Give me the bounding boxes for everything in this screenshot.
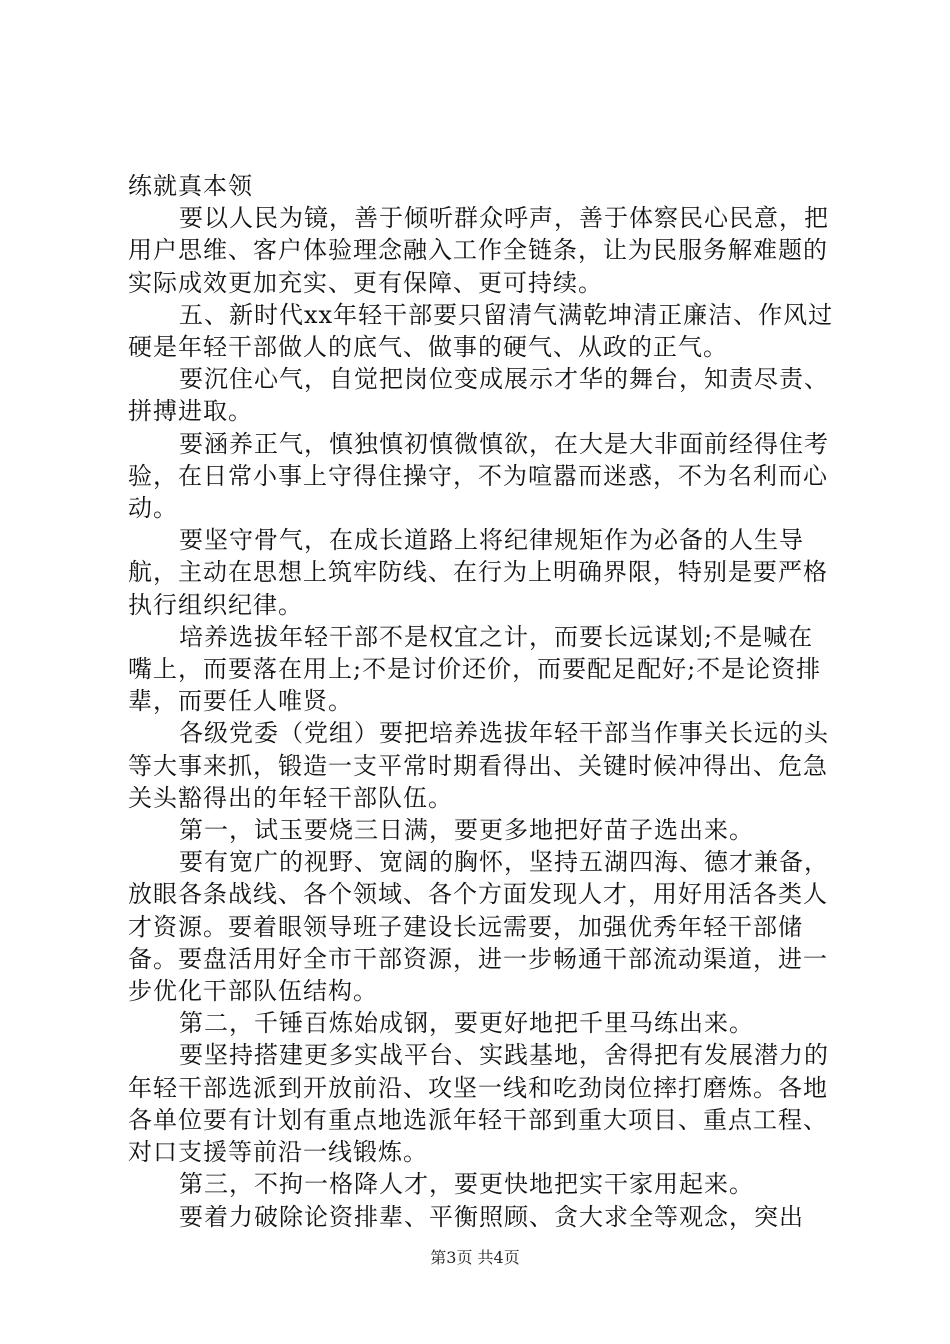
paragraph-6: 培养选拔年轻干部不是权宜之计，而要长远谋划;不是喊在嘴上，而要落在用上;不是讨价还价，而要配足配好;不是论资排辈，而要任人唯贤。 <box>128 622 822 716</box>
paragraph-10: 第二，千锤百炼始成钢，要更好地把千里马练出来。 <box>179 1009 754 1038</box>
paragraph-7: 各级党委（党组）要把培养选拔年轻干部当作事关长远的头等大事来抓，锻造一支平常时期看得出、关键时候冲得出、危急关头豁得出的年轻干部队伍。 <box>128 719 829 812</box>
paragraph-4: 要涵养正气，慎独慎初慎微慎欲，在大是大非面前经得住考验，在日常小事上守得住操守，不为喧嚣而迷惑，不为名利而心动。 <box>128 429 829 523</box>
paragraph-12: 第三，不拘一格降人才，要更快地把实干家用起来。 <box>179 1170 754 1199</box>
page-number-label: 第3页 共4页 <box>430 1248 520 1267</box>
paragraph-3: 要沉住心气，自觉把岗位变成展示才华的舞台，知责尽责、拼搏进取。 <box>128 365 829 426</box>
paragraph-11: 要坚持搭建更多实战平台、实践基地，舍得把有发展潜力的年轻干部选派到开放前沿、攻坚一线和吃劲岗位摔打磨炼。各地各单位要有计划有重点地选派年轻干部到重大项目、重点工程、对口支援等前沿一线锻炼。 <box>128 1041 829 1167</box>
paragraph-13: 要着力破除论资排辈、平衡照顾、贪大求全等观念，突出 <box>179 1202 804 1231</box>
page-footer <box>0 1245 950 1268</box>
paragraph-8: 第一，试玉要烧三日满，要更多地把好苗子选出来。 <box>179 816 754 845</box>
paragraph-1: 要以人民为镜，善于倾听群众呼声，善于体察民心民意，把用户思维、客户体验理念融入工作全链条，让为民服务解难题的实际成效更加充实、更有保障、更可持续。 <box>128 204 829 297</box>
document-body <box>128 170 838 1233</box>
paragraph-0: 练就真本领 <box>128 172 253 200</box>
paragraph-5: 要坚守骨气，在成长道路上将纪律规矩作为必备的人生导航，主动在思想上筑牢防线、在行为上明确界限，特别是要严格执行组织纪律。 <box>128 526 828 619</box>
paragraph-9: 要有宽广的视野、宽阔的胸怀，坚持五湖四海、德才兼备，放眼各条战线、各个领域、各个方面发现人才，用好用活各类人才资源。要着眼领导班子建设长远需要，加强优秀年轻干部储备。要盘活用好全市干部资源，进一步畅通干部流动渠道，进一步优化干部队伍结构。 <box>128 848 829 1006</box>
paragraph-2: 五、新时代xx年轻干部要只留清气满乾坤清正廉洁、作风过硬是年轻干部做人的底气、做事的硬气、从政的正气。 <box>128 300 834 362</box>
